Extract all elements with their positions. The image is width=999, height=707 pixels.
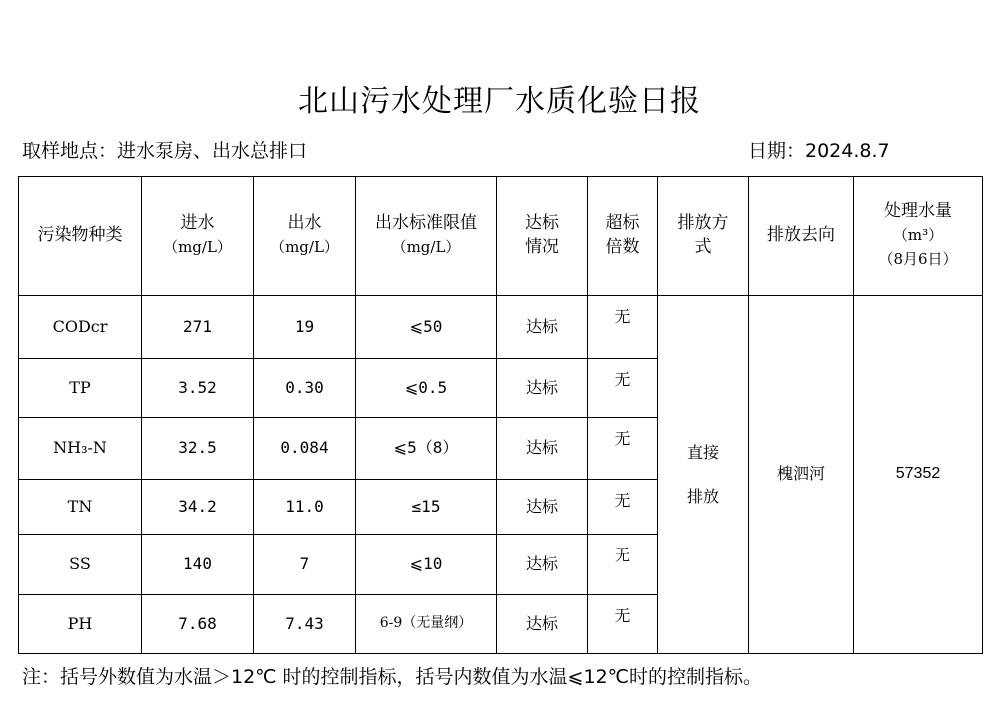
pollutant-cell: PH (19, 595, 142, 654)
exceed-cell: 无 (588, 535, 658, 595)
status-cell: 达标 (497, 359, 588, 418)
influent-cell: 7.68 (142, 595, 254, 654)
header-limit: 出水标准限值 （mg/L） (356, 177, 497, 296)
status-cell: 达标 (497, 595, 588, 654)
pollutant-cell: CODcr (19, 296, 142, 359)
header-effluent: 出水 （mg/L） (254, 177, 356, 296)
limit-cell: ⩽5（8） (356, 418, 497, 480)
header-volume: 处理水量 （m³） （8月6日） (854, 177, 983, 296)
report-title: 北山污水处理厂水质化验日报 (298, 84, 701, 119)
discharge-destination-cell: 槐泗河 (749, 296, 854, 654)
exceed-cell: 无 (588, 595, 658, 654)
treated-volume-cell: 57352 (854, 296, 983, 654)
exceed-cell: 无 (588, 359, 658, 418)
exceed-cell: 无 (588, 418, 658, 480)
limit-cell: ⩽0.5 (356, 359, 497, 418)
limit-cell: 6-9（无量纲） (356, 595, 497, 654)
discharge-method-cell: 直接 排放 (658, 296, 749, 654)
effluent-cell: 11.0 (254, 480, 356, 535)
water-quality-table (18, 176, 983, 654)
pollutant-cell: NH₃-N (19, 418, 142, 480)
status-cell: 达标 (497, 535, 588, 595)
header-row (19, 177, 983, 296)
limit-cell: ⩽10 (356, 535, 497, 595)
footnote: 注：括号外数值为水温＞12℃ 时的控制指标，括号内数值为水温⩽12℃时的控制指标。 (22, 666, 762, 688)
header-influent: 进水 （mg/L） (142, 177, 254, 296)
pollutant-cell: TP (19, 359, 142, 418)
influent-cell: 3.52 (142, 359, 254, 418)
pollutant-cell: TN (19, 480, 142, 535)
exceed-cell: 无 (588, 480, 658, 535)
limit-cell: ⩽50 (356, 296, 497, 359)
pollutant-cell: SS (19, 535, 142, 595)
effluent-cell: 0.30 (254, 359, 356, 418)
influent-cell: 32.5 (142, 418, 254, 480)
header-exceed: 超标 倍数 (588, 177, 658, 296)
influent-cell: 271 (142, 296, 254, 359)
effluent-cell: 7 (254, 535, 356, 595)
report-date: 日期：2024.8.7 (748, 140, 890, 162)
limit-cell: ≤15 (356, 480, 497, 535)
table-row (19, 296, 983, 359)
header-destination: 排放去向 (749, 177, 854, 296)
header-status: 达标 情况 (497, 177, 588, 296)
header-pollutant: 污染物种类 (19, 177, 142, 296)
sampling-site: 取样地点：进水泵房、出水总排口 (22, 140, 308, 162)
influent-cell: 34.2 (142, 480, 254, 535)
status-cell: 达标 (497, 296, 588, 359)
exceed-cell: 无 (588, 296, 658, 359)
status-cell: 达标 (497, 418, 588, 480)
influent-cell: 140 (142, 535, 254, 595)
effluent-cell: 19 (254, 296, 356, 359)
header-method: 排放方 式 (658, 177, 749, 296)
effluent-cell: 7.43 (254, 595, 356, 654)
effluent-cell: 0.084 (254, 418, 356, 480)
status-cell: 达标 (497, 480, 588, 535)
